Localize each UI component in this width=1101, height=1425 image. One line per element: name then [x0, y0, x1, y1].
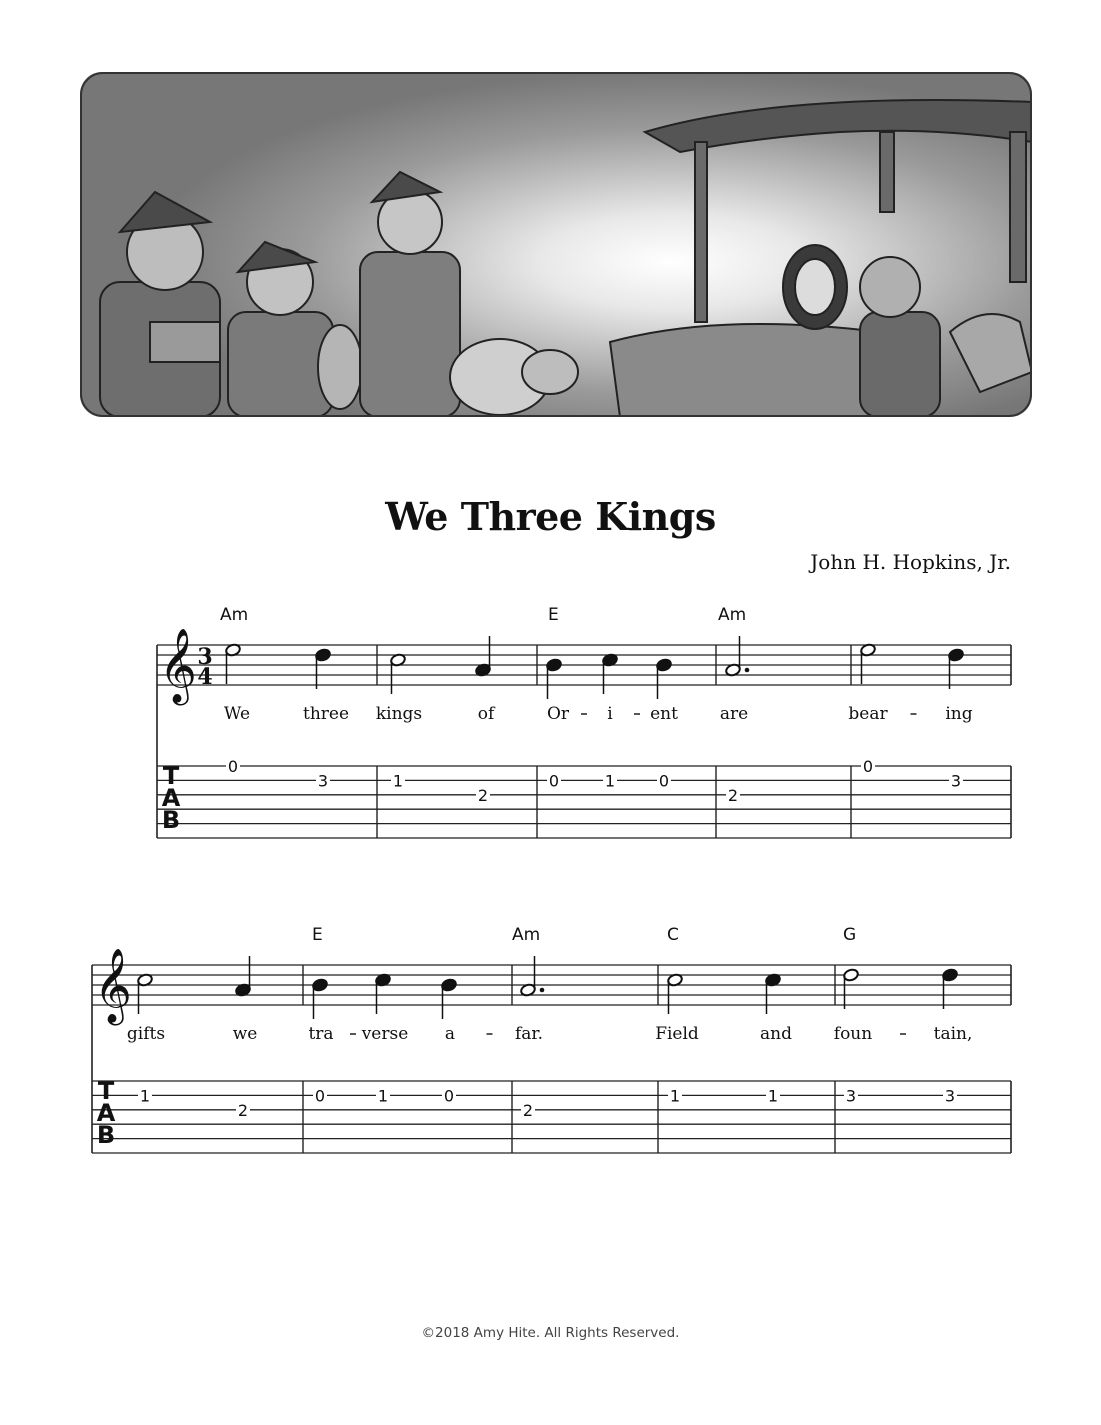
tab-label-b: B: [96, 1121, 116, 1149]
tab-label-t: T: [97, 1077, 115, 1105]
chord-symbol: Am: [220, 605, 249, 625]
song-title: We Three Kings: [385, 494, 716, 539]
note-dot: [540, 988, 545, 993]
tab-label-a: A: [161, 784, 181, 812]
chord-symbol: E: [312, 925, 323, 945]
lyric-syllable: ent: [650, 704, 678, 724]
lyric-syllable: Field: [655, 1024, 699, 1044]
chord-symbol: G: [843, 925, 857, 945]
treble-clef: 𝄞: [159, 629, 197, 703]
tab-number: 3: [845, 1086, 857, 1106]
lyric-syllable: Or: [546, 704, 570, 724]
lyric-syllable: tra: [308, 1024, 334, 1044]
system-1: [157, 605, 1011, 838]
lyric-syllable: verse: [361, 1024, 409, 1044]
lyric-syllable: are: [719, 704, 749, 724]
tab-number: 1: [767, 1086, 779, 1106]
tab-number: 1: [669, 1086, 681, 1106]
chord-symbol: C: [667, 925, 679, 945]
lyric-syllable: three: [302, 704, 350, 724]
lyric-syllable: kings: [375, 704, 423, 724]
tab-number: 0: [862, 757, 874, 776]
tab-label-t: T: [162, 762, 180, 790]
copyright-footer: ©2018 Amy Hite. All Rights Reserved.: [421, 1325, 680, 1341]
tab-number: 0: [314, 1086, 326, 1106]
tab-number: 2: [522, 1100, 534, 1120]
lyric-syllable: tain,: [933, 1024, 973, 1044]
tab-number: 3: [944, 1086, 956, 1106]
tab-number: 2: [727, 785, 739, 805]
tab-number: 3: [950, 771, 962, 791]
chord-symbol: E: [548, 605, 559, 625]
tab-number: 2: [237, 1100, 249, 1120]
tab-number: 0: [227, 757, 239, 776]
time-signature-top: 3: [197, 644, 213, 670]
lyric-syllable: and: [760, 1024, 792, 1044]
lyric-syllable: we: [232, 1024, 258, 1044]
tab-number: 1: [392, 771, 404, 791]
treble-clef: 𝄞: [94, 949, 132, 1023]
tab-number: 3: [317, 771, 329, 791]
lyric-syllable: far.: [514, 1024, 544, 1044]
time-signature-bottom: 4: [197, 664, 213, 690]
lyric-syllable: We: [223, 704, 251, 724]
lyric-syllable: a: [444, 1024, 456, 1044]
chord-symbol: Am: [512, 925, 541, 945]
lyric-syllable: of: [477, 704, 495, 724]
tab-number: 1: [377, 1086, 389, 1106]
tab-number: 1: [604, 771, 616, 791]
note-dot: [745, 668, 750, 673]
tab-number: 0: [443, 1086, 455, 1106]
system-2: [92, 925, 1011, 1153]
chord-symbol: Am: [718, 605, 747, 625]
lyric-syllable: bear: [848, 704, 888, 724]
lyric-syllable: gifts: [126, 1024, 166, 1044]
tab-label-b: B: [161, 806, 181, 834]
tab-number: 1: [139, 1086, 151, 1106]
tab-label-a: A: [96, 1099, 116, 1127]
tab-number: 0: [548, 771, 560, 791]
composer: John H. Hopkins, Jr.: [810, 550, 1011, 574]
tab-number: 0: [658, 771, 670, 791]
lyric-syllable: i: [607, 704, 613, 724]
tab-number: 2: [477, 785, 489, 805]
lyric-syllable: foun: [833, 1024, 873, 1044]
lyric-syllable: ing: [945, 704, 973, 724]
